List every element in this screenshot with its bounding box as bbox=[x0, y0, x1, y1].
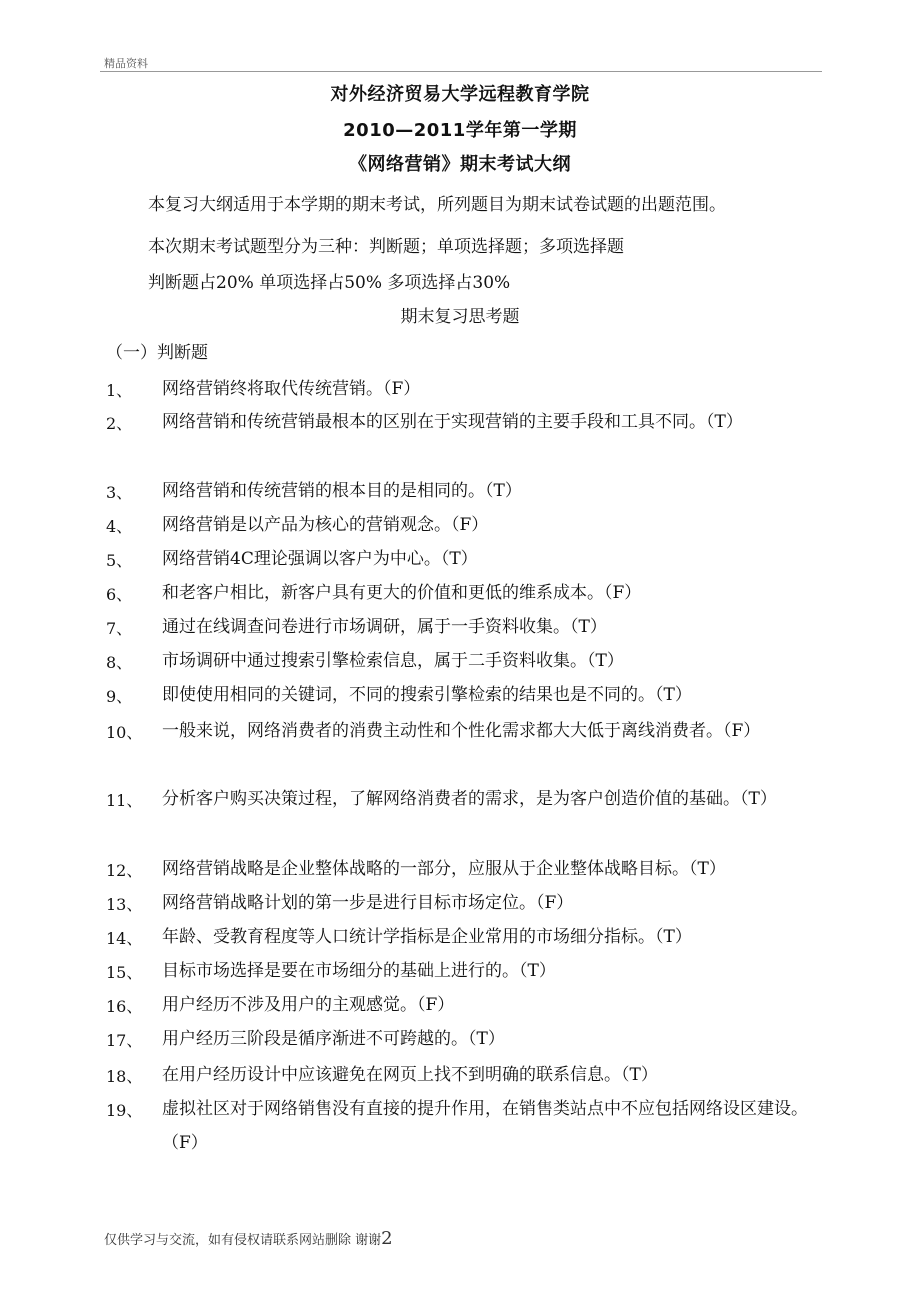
intro-line-1: 本复习大纲适用于本学期的期末考试，所列题目为期末试卷试题的出题范围。 bbox=[148, 195, 726, 215]
question-number: 3、 bbox=[106, 483, 133, 502]
question-text: 网络营销是以产品为核心的营销观念。（F） bbox=[162, 515, 489, 535]
question-text: 一般来说，网络消费者的消费主动性和个性化需求都大大低于离线消费者。（F） bbox=[162, 721, 761, 741]
question-number: 18、 bbox=[106, 1067, 143, 1086]
doc-title-course: 《网络营销》期末考试大纲 bbox=[349, 154, 571, 175]
question-text: 分析客户购买决策过程，了解网络消费者的需求，是为客户创造价值的基础。（T） bbox=[162, 789, 777, 809]
page-footer bbox=[104, 1228, 393, 1249]
question-text: 在用户经历设计中应该避免在网页上找不到明确的联系信息。（T） bbox=[162, 1065, 658, 1085]
page-number: 2 bbox=[381, 1228, 393, 1249]
page-header: 精品资料 bbox=[104, 57, 148, 70]
question-number: 2、 bbox=[106, 414, 133, 433]
question-text: 通过在线调查问卷进行市场调研，属于一手资料收集。（T） bbox=[162, 617, 607, 637]
doc-title-term: 2010—2011学年第一学期 bbox=[343, 120, 577, 141]
question-text: 网络营销和传统营销的根本目的是相同的。（T） bbox=[162, 481, 522, 501]
question-text: 年龄、受教育程度等人口统计学指标是企业常用的市场细分指标。（T） bbox=[162, 927, 692, 947]
question-number: 11、 bbox=[106, 791, 143, 810]
question-text: 用户经历三阶段是循序渐进不可跨越的。（T） bbox=[162, 1029, 505, 1049]
question-number: 17、 bbox=[106, 1031, 143, 1050]
question-number: 5、 bbox=[106, 551, 133, 570]
question-text: 目标市场选择是要在市场细分的基础上进行的。（T） bbox=[162, 961, 556, 981]
intro-line-3: 判断题占20% 单项选择占50% 多项选择占30% bbox=[148, 273, 511, 293]
question-number: 14、 bbox=[106, 929, 143, 948]
question-text: 网络营销终将取代传统营销。（F） bbox=[162, 379, 421, 399]
question-number: 6、 bbox=[106, 585, 133, 604]
question-number: 13、 bbox=[106, 895, 143, 914]
footer-text: 仅供学习与交流，如有侵权请联系网站删除 谢谢 bbox=[104, 1233, 382, 1248]
question-number: 15、 bbox=[106, 963, 143, 982]
question-text: 市场调研中通过搜索引擎检索信息，属于二手资料收集。（T） bbox=[162, 651, 624, 671]
header-rule bbox=[100, 71, 822, 72]
question-text: 网络营销战略是企业整体战略的一部分，应服从于企业整体战略目标。（T） bbox=[162, 859, 726, 879]
question-text: 用户经历不涉及用户的主观感觉。（F） bbox=[162, 995, 455, 1015]
question-number: 7、 bbox=[106, 619, 133, 638]
question-number: 9、 bbox=[106, 687, 133, 706]
intro-line-2: 本次期末考试题型分为三种：判断题；单项选择题；多项选择题 bbox=[148, 237, 624, 257]
subsection-title: （一）判断题 bbox=[106, 343, 208, 363]
question-text: 网络营销和传统营销最根本的区别在于实现营销的主要手段和工具不同。（T） bbox=[162, 412, 743, 432]
question-number: 10、 bbox=[106, 723, 143, 742]
question-text: 和老客户相比，新客户具有更大的价值和更低的维系成本。（F） bbox=[162, 583, 642, 603]
question-number: 4、 bbox=[106, 517, 133, 536]
question-number: 16、 bbox=[106, 997, 143, 1016]
question-number: 12、 bbox=[106, 861, 143, 880]
question-number: 19、 bbox=[106, 1101, 143, 1120]
question-number: 8、 bbox=[106, 653, 133, 672]
question-text: 虚拟社区对于网络销售没有直接的提升作用，在销售类站点中不应包括网络设区建设。（F） bbox=[162, 1099, 808, 1153]
question-number: 1、 bbox=[106, 381, 133, 400]
question-text: 网络营销战略计划的第一步是进行目标市场定位。（F） bbox=[162, 893, 574, 913]
question-text: 网络营销4C理论强调以客户为中心。（T） bbox=[162, 549, 478, 569]
doc-title-institution: 对外经济贸易大学远程教育学院 bbox=[330, 84, 590, 105]
question-text: 即使使用相同的关键词，不同的搜索引擎检索的结果也是不同的。（T） bbox=[162, 685, 692, 705]
section-title: 期末复习思考题 bbox=[400, 307, 520, 327]
